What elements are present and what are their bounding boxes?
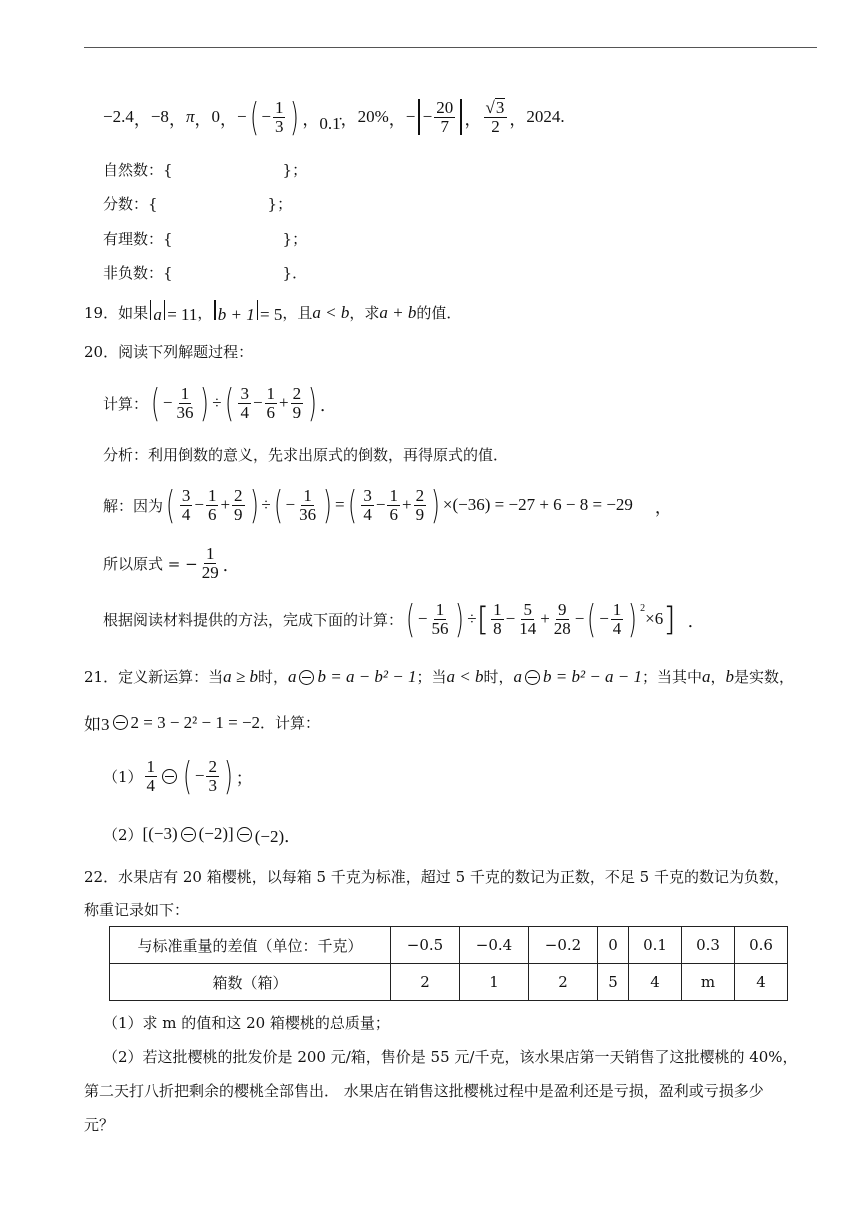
q21-sub1: （1） $\frac{1}{4}$ ( − $\frac{2}{3}$ ) ； xyxy=(103,754,253,798)
num-item: π xyxy=(185,107,195,126)
set-fraction: 分数：{ }； xyxy=(103,195,293,213)
custom-operator-icon xyxy=(113,715,128,730)
q21-sub2: （2） [(−3) (−2)] (−2)． xyxy=(103,824,302,846)
table-row: 与标准重量的差值（单位：千克） −0.5 −0.4 −0.2 0 0.1 0.3 0.6 xyxy=(110,927,788,964)
num-item: −2.4 xyxy=(103,107,134,126)
weight-table xyxy=(109,926,788,1001)
custom-operator-icon xyxy=(237,827,252,842)
q20-solution: 解：因为 ( $\frac{3}{4}$ − $\frac{1}{6}$ + $\frac{2}{9}$ ) ÷ ( − $\frac{1}{36}$ ) = ( $\frac{3}{4}$ − $\frac{1}{6}$ + $\frac{2}{9}$ ) ×(−36) = −27 + 6 − 8 = −29 ， xyxy=(103,483,672,527)
set-natural: 自然数：{ }； xyxy=(103,161,308,179)
q22-sub2-line1: （2）若这批樱桃的批发价是 200 元/箱，售价是 55 元/千克，该水果店第一天销售了这批樱桃的 40%， xyxy=(103,1048,798,1066)
fraction: $\frac{20}{7}$ xyxy=(436,97,454,136)
question-22-line2: 称重记录如下： xyxy=(84,901,190,919)
question-21-line1: 21． 定义新运算：当 a ≥ b 时， a b = a − b² − 1 ；当 a < b 时， a b = b² − a − 1 ；当其中 a ， b 是实数， xyxy=(84,666,795,686)
num-item: 20% xyxy=(357,107,389,126)
q22-sub2-line3: 元？ xyxy=(84,1116,115,1134)
header-rule xyxy=(84,47,817,48)
q20-task: 根据阅读材料提供的方法，完成下面的计算： ( − $\frac{1}{56}$ ) ÷ [ $\frac{1}{8}$ − $\frac{5}{14}$ + $\frac{9}{28}$ − ( − $\frac{1}{4}$ ) $^2$ ×6 ] ． xyxy=(103,597,705,641)
num-item: −8 xyxy=(150,107,169,126)
custom-operator-icon xyxy=(162,769,177,784)
num-item: 0 xyxy=(211,107,220,126)
custom-operator-icon xyxy=(525,670,540,685)
num-item: 0.1̇ xyxy=(319,114,341,133)
table-row: 箱数（箱） 2 1 2 5 4 m 4 xyxy=(110,964,788,1001)
num-item: 2024. xyxy=(526,107,565,126)
set-rational: 有理数：{ }； xyxy=(103,230,308,248)
q18-number-list: −2.4 ， −8 ， π ， 0 ， − ( − $\frac{1}{3}$ ) ， 0.1̇ ， 20% ， − − $\frac{20}{7}$ ， √ 3 2 ， 2024. xyxy=(103,95,565,139)
q20-analysis: 分析：利用倒数的意义，先求出原式的倒数，再得原式的值． xyxy=(103,446,509,464)
q22-sub2-line2: 第二天打八折把剩余的樱桃全部售出． 水果店在销售这批樱桃过程中是盈利还是亏损，盈利或亏损多少 xyxy=(84,1082,764,1100)
set-nonnegative: 非负数：{ }． xyxy=(103,264,308,282)
question-21-line2: 如3 2 = 3 − 2² − 1 = −2 ．计算： xyxy=(84,712,321,734)
fraction: $\frac{1}{3}$ xyxy=(274,97,284,136)
question-19: 19． 如果 a = 11 ， b + 1 = 5 ，且 a < b ，求 a + b 的值． xyxy=(84,300,461,325)
q20-calc: 计算： ( − $\frac{1}{36}$ ) ÷ ( $\frac{3}{4}$ − $\frac{1}{6}$ + $\frac{2}{9}$ ) ． xyxy=(103,381,337,425)
question-20-title: 20． 阅读下列解题过程： xyxy=(84,343,254,361)
q22-sub1: （1）求 m 的值和这 20 箱樱桃的总质量； xyxy=(103,1014,390,1032)
custom-operator-icon xyxy=(181,827,196,842)
question-22-line1: 22． 水果店有 20 箱樱桃，以每箱 5 千克为标准，超过 5 千克的数记为正数，不足 5 千克的数记为负数， xyxy=(84,868,789,886)
custom-operator-icon xyxy=(299,670,314,685)
fraction: √ 3 2 xyxy=(484,98,508,136)
q20-conclusion: 所以原式 = − $\frac{1}{29}$ ． xyxy=(103,543,240,582)
